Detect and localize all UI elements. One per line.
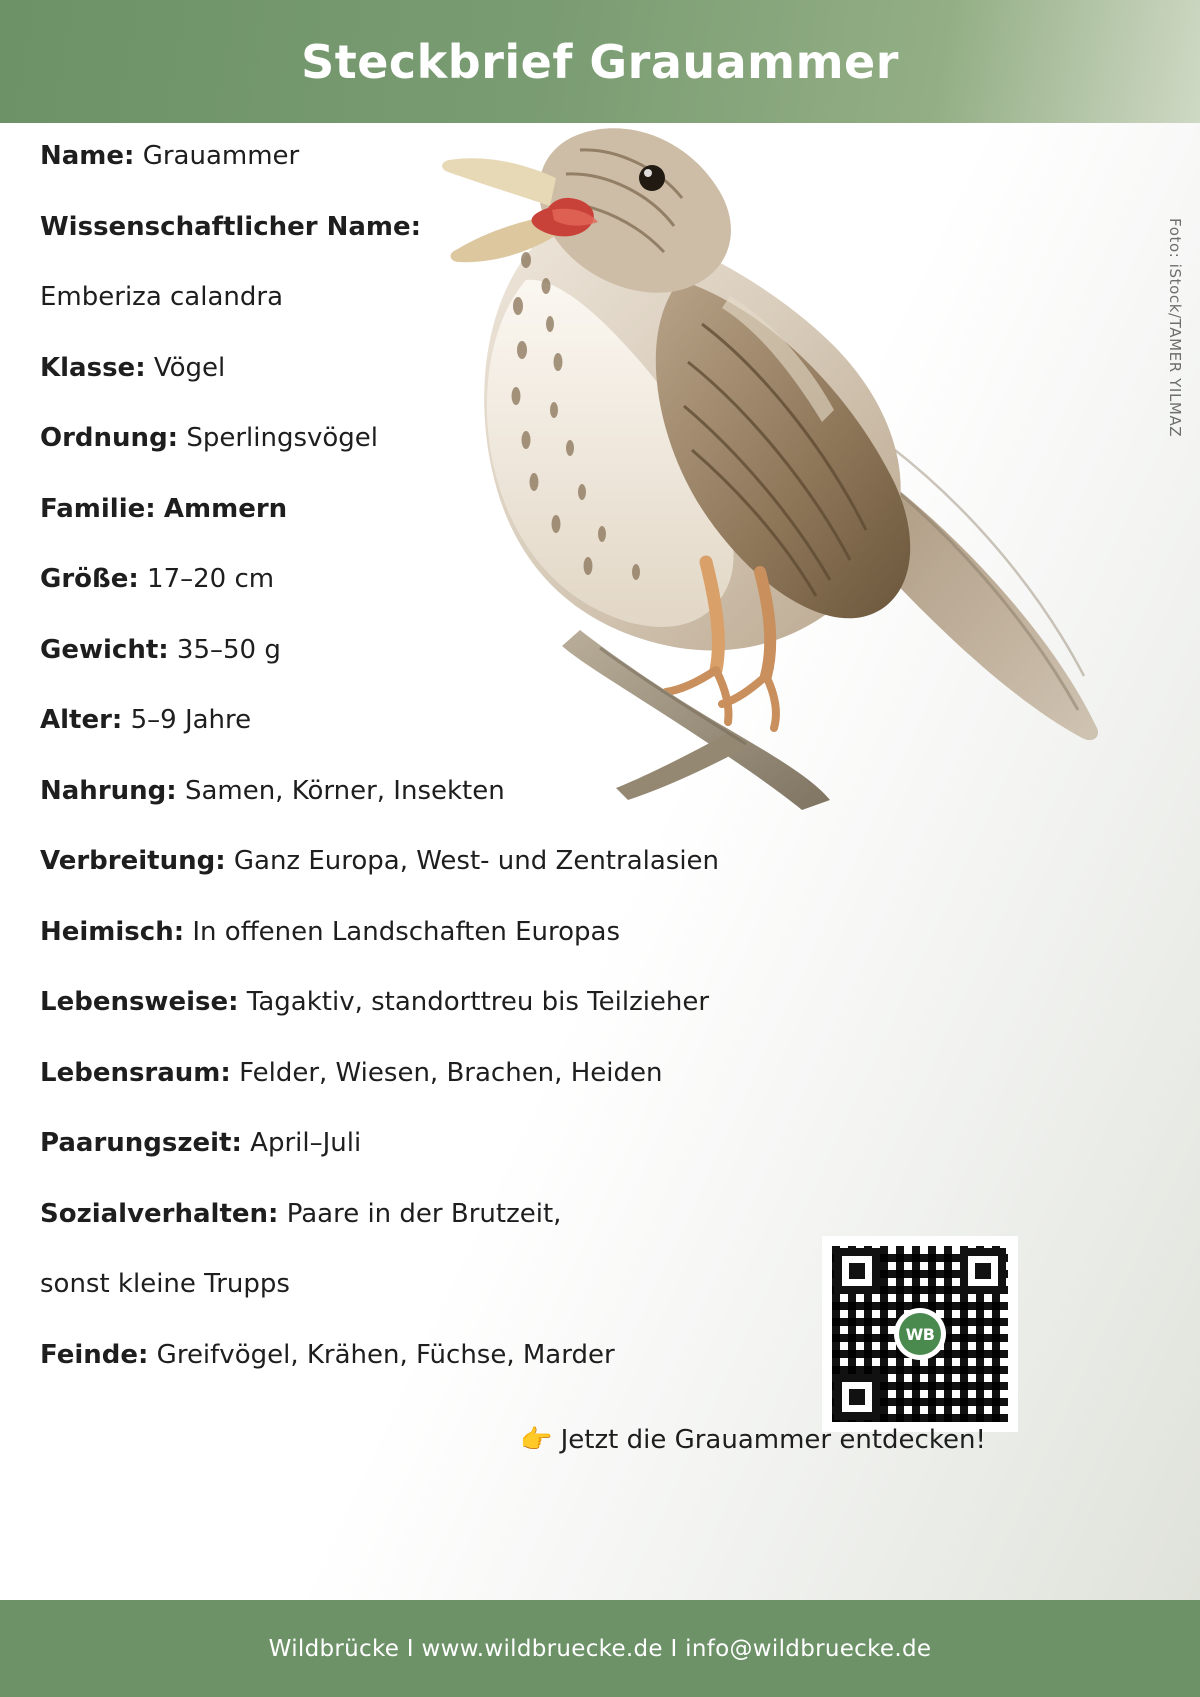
fact-label: Feinde: [40,1339,149,1370]
fact-value: Sperlingsvögel [186,423,379,453]
fact-scientific-name-value [40,281,820,314]
footer-contact[interactable]: Wildbrücke I www.wildbruecke.de I info@wildbruecke.de [268,1635,932,1662]
fact-family [40,493,820,526]
fact-label: Lebensraum: [40,1057,231,1088]
fact-value: Vögel [153,352,226,383]
qr-code[interactable] [822,1236,1018,1432]
photo-credit: Foto: iStock/TAMER YILMAZ [1166,218,1184,438]
fact-food [40,775,820,808]
fact-value: 17–20 cm [147,564,275,594]
cta-line[interactable] [520,1425,1040,1455]
fact-value: April–Juli [250,1128,362,1158]
fact-value: 5–9 Jahre [130,705,252,735]
fact-value: Ammern [163,493,288,524]
cta-text: Jetzt die Grauammer entdecken! [560,1425,986,1455]
fact-weight [40,634,820,667]
fact-value: Felder, Wiesen, Brachen, Heiden [239,1057,663,1088]
fact-social-behaviour-cont [40,1268,820,1301]
fact-label: Klasse: [40,352,146,383]
fact-label: Lebensweise: [40,987,239,1017]
fact-mating-season [40,1127,820,1160]
pointing-hand-icon: 👉 [520,1425,553,1455]
fact-scientific-name [40,211,820,244]
page-title: Steckbrief Grauammer [301,34,899,89]
fact-distribution [40,845,820,878]
page-header [0,0,1200,123]
fact-value: Ganz Europa, West- und Zentralasien [233,846,720,876]
fact-lifestyle [40,986,820,1019]
fact-class [40,352,820,385]
fact-label: Heimisch: [40,916,185,947]
fact-label: Gewicht: [40,634,169,665]
qr-finder-top-right [960,1248,1006,1294]
fact-label: Familie: [40,493,156,524]
fact-label: Sozialverhalten: [40,1198,279,1229]
fact-label: Ordnung: [40,423,179,453]
fact-value: Emberiza calandra [40,282,284,312]
fact-value: Greifvögel, Krähen, Füchse, Marder [156,1339,615,1370]
fact-label: Wissenschaftlicher Name: [40,211,422,242]
fact-label: Paarungszeit: [40,1128,242,1158]
fact-value: Tagaktiv, standorttreu bis Teilzieher [246,987,710,1017]
fact-value: 35–50 g [176,634,281,665]
fact-age [40,704,820,737]
fact-native [40,916,820,949]
fact-value: Grauammer [142,141,300,171]
qr-matrix [832,1246,1008,1422]
fact-value: sonst kleine Trupps [40,1269,290,1299]
fact-order [40,422,820,455]
fact-label: Nahrung: [40,775,177,806]
fact-label: Name: [40,141,135,171]
fact-size [40,563,820,596]
qr-finder-top-left [834,1248,880,1294]
fact-value: In offenen Landschaften Europas [192,916,621,947]
fact-predators [40,1339,820,1372]
brand-logo [894,1308,946,1360]
fact-habitat [40,1057,820,1090]
qr-finder-bottom-left [834,1374,880,1420]
fact-social-behaviour [40,1198,820,1231]
fact-label: Verbreitung: [40,846,226,876]
brand-logo-text: WB [899,1313,941,1355]
fact-label: Größe: [40,564,139,594]
fact-value: Samen, Körner, Insekten [184,775,505,806]
fact-name [40,140,820,173]
fact-label: Alter: [40,705,123,735]
fact-list [40,140,820,1409]
page-footer [0,1600,1200,1697]
fact-value: Paare in der Brutzeit, [286,1198,562,1229]
